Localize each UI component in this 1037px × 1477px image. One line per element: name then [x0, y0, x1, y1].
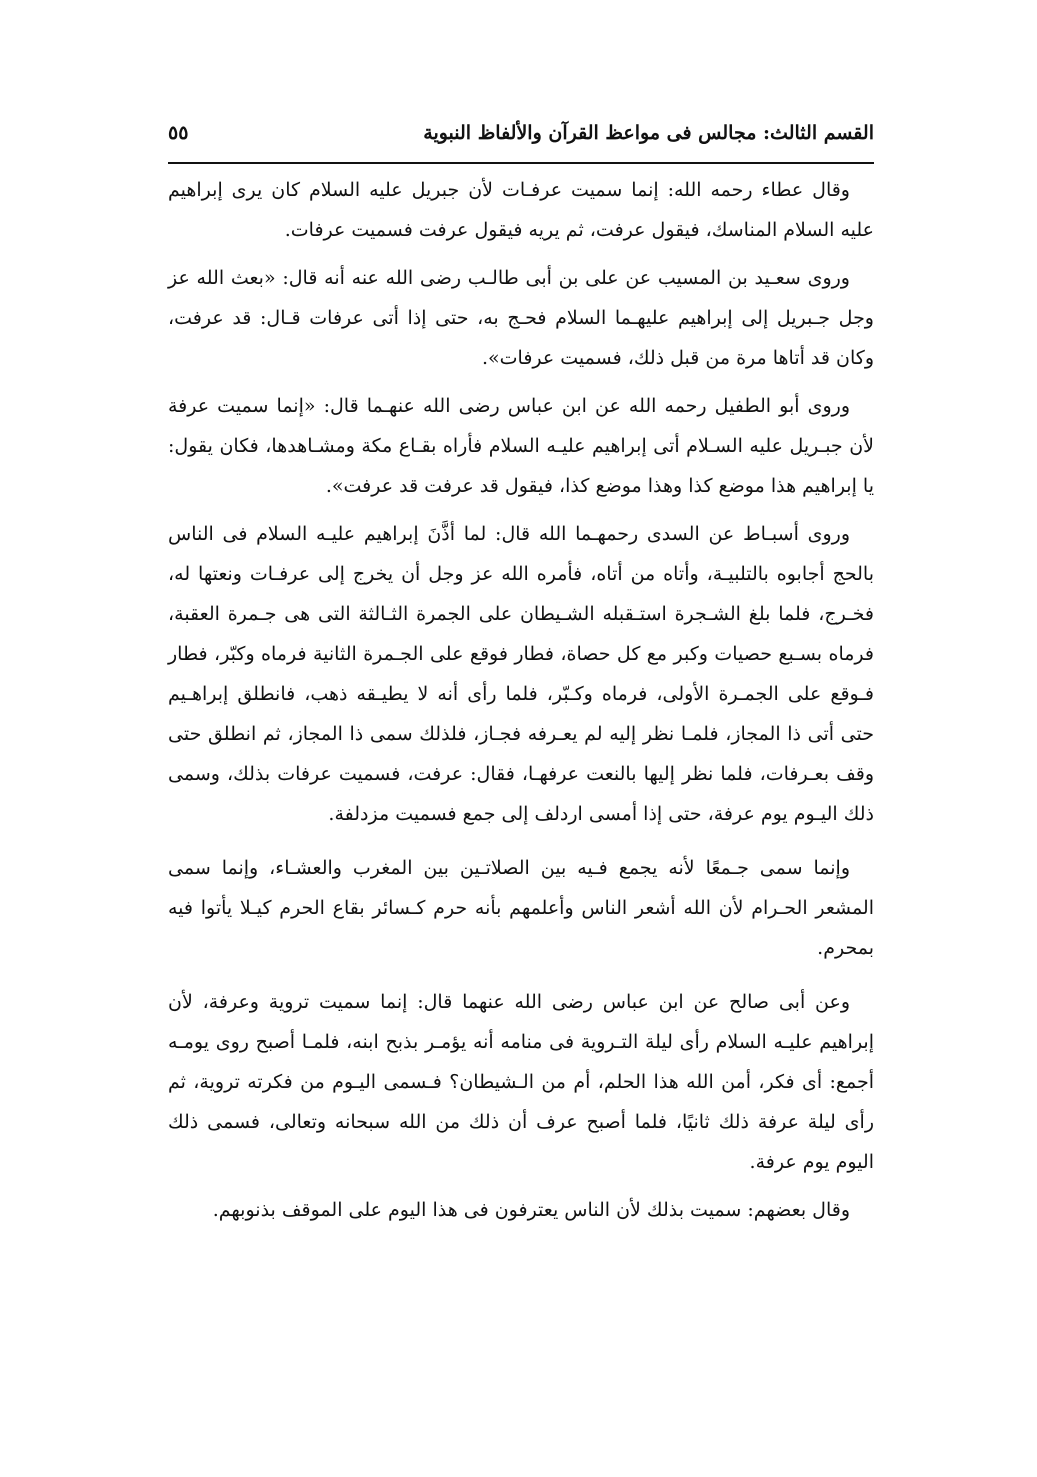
page-header [168, 118, 874, 158]
paragraph-jam: وإنما سمى جـمعًا لأنه يجمع فـيه بين الصلاتـين بين المغرب والعشـاء، وإنما سمى المشعر الحـرام لأن الله أشعر الناس وأعلمهم بأنه حرم كـسائر بقاع الحرم كيـلا يأتوا فيه بمحرم. [168, 857, 874, 959]
book-title: مجالس فى مواعظ القرآن والألفاظ النبوية [423, 122, 757, 144]
paragraph-abu-tufail: وروى أبو الطفيل رحمه الله عن ابن عباس رضى الله عنهـما قال: «إنما سميت عرفة لأن جبـريل عليه السـلام أتى إبراهيم عليـه السلام فأراه بقـاع مكة ومشـاهدها، فكان يقول: يا إبراهيم هذا موضع كذا وهذا موضع كذا، فيقول قد عرفت قد عرفت». [168, 395, 874, 497]
paragraph-abu-salih: وعن أبى صالح عن ابن عباس رضى الله عنهما قال: إنما سميت تروية وعرفة، لأن إبراهيم عليـه السلام رأى ليلة التـروية فى منامه أنه يؤمـر بذبح ابنه، فلمـا أصبح روى يومـه أجمع: أى فكر، أمن الله هذا الحلم، أم من الـشيطان؟ فـسمى اليـوم من فكرته تروية، ثم رأى ليلة عرفة ذلك ثانيًا، فلما أصبح عرف أن ذلك من الله سبحانه وتعالى، فسمى ذلك اليوم يوم عرفة. [168, 991, 874, 1173]
paragraph-baduhum: وقال بعضهم: سميت بذلك لأن الناس يعترفون فى هذا اليوم على الموقف بذنوبهم. [212, 1199, 850, 1221]
section-label: القسم الثالث: [763, 122, 874, 144]
header-divider [168, 162, 874, 164]
paragraph-asbat: وروى أسبـاط عن السدى رحمهـما الله قال: لما أذَّنَ إبراهيم عليـه السلام فى الناس بالحج أجابوه بالتلبيـة، وأتاه من أتاه، فأمره الله عز وجل أن يخرج إلى عرفـات ونعتها له، فخـرج، فلما بلغ الشـجرة استـقبله الشـيطان على الجمرة الثـالثة التى هى جـمرة العقبة، فرماه بسـبع حصيات وكبر مع كل حصاة، فطار فوقع على الجـمرة الثانية فرماه وكبّر، فطار فـوقع على الجمـرة الأولى، فرماه وكـبّر، فلما رأى أنه لا يطيـقه ذهب، فانطلق إبراهـيم حتى أتى ذا المجاز، فلمـا نظر إليه لم يعـرفه فجـاز، فلذلك سمى ذا المجاز، ثم انطلق حتى وقف بعـرفات، فلما نظر إليها بالنعت عرفهـا، فقال: عرفت، فسميت عرفات بذلك، وسمى ذلك اليـوم يوم عرفة، حتى إذا أمسى اردلف إلى جمع فسميت مزدلفة. [168, 523, 874, 825]
paragraph-ata: وقال عطاء رحمه الله: إنما سميت عرفـات لأن جبريل عليه السلام كان يرى إبراهيم عليه السلام المناسك، فيقول عرفت، ثم يريه فيقول عرفت فسميت عرفات. [168, 179, 874, 241]
body-text [168, 170, 874, 1238]
running-title [423, 122, 874, 144]
page-number: ٥٥ [168, 122, 189, 144]
paragraph-saeed: وروى سعـيد بن المسيب عن على بن أبى طالـب رضى الله عنه أنه قال: «بعث الله عز وجل جـبريل إلى إبراهيم عليهـما السلام فحـج به، حتى إذا أتى عرفات قـال: قد عرفت، وكان قد أتاها مرة من قبل ذلك، فسميت عرفات». [168, 267, 874, 369]
